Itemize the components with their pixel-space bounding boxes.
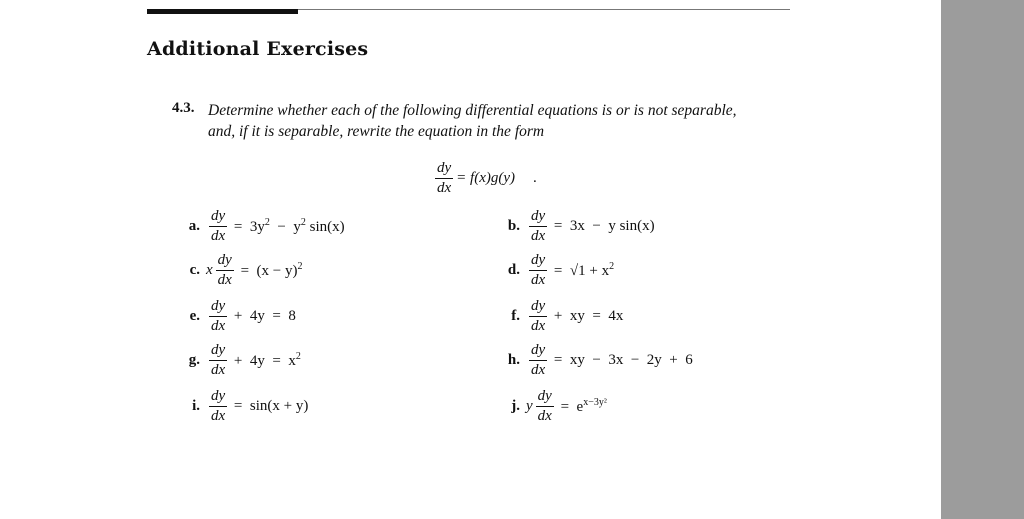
equation-item xyxy=(178,252,303,289)
equation-label: h. xyxy=(507,352,520,368)
derivative-fraction xyxy=(209,298,227,335)
equation-prefix: x xyxy=(206,262,213,278)
equation-item xyxy=(178,342,301,379)
equation-rhs xyxy=(230,308,296,325)
derivative-fraction xyxy=(216,252,234,289)
rhs-text: + xy = 4x xyxy=(550,308,624,324)
rhs-text: + 4y = 8 xyxy=(230,308,296,324)
rhs-text: = xy − 3x − 2y + 6 xyxy=(550,352,693,368)
rhs-exponent: x−3y² xyxy=(583,397,607,408)
rhs-text: sin(x) xyxy=(305,219,345,235)
section-heading: Additional Exercises xyxy=(147,38,369,60)
rhs-exponent: 2 xyxy=(264,217,270,228)
equation-label: e. xyxy=(189,308,200,324)
equation-rhs xyxy=(550,261,614,280)
numerator: dy xyxy=(529,342,547,361)
rhs-exponent: 2 xyxy=(297,261,303,272)
equation-label: j. xyxy=(511,398,520,414)
equation-rhs xyxy=(550,352,693,369)
rhs-text: = (x − y) xyxy=(236,263,298,279)
scrollbar-gutter xyxy=(941,0,1024,519)
denominator: dx xyxy=(211,318,226,334)
separable-form-formula xyxy=(432,160,537,197)
rhs-text: = 3x − y sin(x) xyxy=(550,218,655,234)
numerator: dy xyxy=(529,208,547,227)
numerator: dy xyxy=(529,252,547,271)
equation-rhs xyxy=(230,398,308,415)
problem-text xyxy=(208,100,808,142)
problem-number: 4.3. xyxy=(172,100,195,116)
equation-rhs xyxy=(557,397,607,416)
equation-rhs xyxy=(550,218,654,235)
rhs-text: + 4y = x xyxy=(230,353,296,369)
equation-rhs xyxy=(230,351,301,370)
equation-label: g. xyxy=(188,352,200,368)
denominator: dx xyxy=(531,362,546,378)
numerator: dy xyxy=(536,388,554,407)
problem-text-line: Determine whether each of the following differential equations is or is not separable, xyxy=(208,102,737,119)
numerator: dy xyxy=(209,298,227,317)
numerator: dy xyxy=(209,208,227,227)
numerator: dy xyxy=(216,252,234,271)
equation-label: b. xyxy=(507,218,520,234)
equation-item xyxy=(498,342,693,379)
equation-item xyxy=(178,298,296,335)
denominator: dx xyxy=(531,318,546,334)
equation-item xyxy=(498,298,623,335)
numerator: dy xyxy=(435,160,453,179)
denominator: dx xyxy=(217,272,232,288)
denominator: dx xyxy=(211,362,226,378)
rhs-text: = √1 + x xyxy=(550,263,610,279)
numerator: dy xyxy=(529,298,547,317)
formula-rhs: = f(x)g(y) xyxy=(456,170,516,186)
header-rule-accent xyxy=(147,9,298,14)
numerator: dy xyxy=(209,388,227,407)
problem-text-line: and, if it is separable, rewrite the equation in the form xyxy=(208,123,545,140)
derivative-fraction xyxy=(209,342,227,379)
denominator: dx xyxy=(537,408,552,424)
denominator: dx xyxy=(211,228,226,244)
derivative-fraction xyxy=(529,208,547,245)
derivative-fraction xyxy=(529,252,547,289)
derivative-fraction xyxy=(435,160,453,197)
equation-item xyxy=(498,208,655,245)
denominator: dx xyxy=(211,408,226,424)
equation-prefix: y xyxy=(526,398,533,414)
derivative-fraction xyxy=(209,388,227,425)
derivative-fraction xyxy=(209,208,227,245)
denominator: dx xyxy=(531,228,546,244)
rhs-exponent: 2 xyxy=(300,217,306,228)
equation-rhs xyxy=(237,261,303,280)
derivative-fraction xyxy=(529,298,547,335)
denominator: dx xyxy=(531,272,546,288)
equation-label: f. xyxy=(511,308,520,324)
derivative-fraction xyxy=(536,388,554,425)
formula-period: . xyxy=(533,170,537,186)
equation-label: c. xyxy=(189,262,200,278)
equation-label: d. xyxy=(507,262,520,278)
equation-item xyxy=(498,252,614,289)
equation-item xyxy=(178,388,308,425)
rhs-exponent: 2 xyxy=(295,351,301,362)
equation-label: i. xyxy=(192,398,200,414)
derivative-fraction xyxy=(529,342,547,379)
equation-label: a. xyxy=(188,218,200,234)
rhs-text: = 3y xyxy=(230,219,265,235)
rhs-text: − y xyxy=(269,219,301,235)
equation-item xyxy=(498,388,607,425)
numerator: dy xyxy=(209,342,227,361)
denominator: dx xyxy=(437,180,452,196)
equation-rhs xyxy=(550,308,623,325)
equation-rhs xyxy=(230,217,344,236)
rhs-text: = sin(x + y) xyxy=(230,398,309,414)
rhs-exponent: 2 xyxy=(609,261,615,272)
equation-item xyxy=(178,208,345,245)
rhs-text: = e xyxy=(556,399,584,415)
